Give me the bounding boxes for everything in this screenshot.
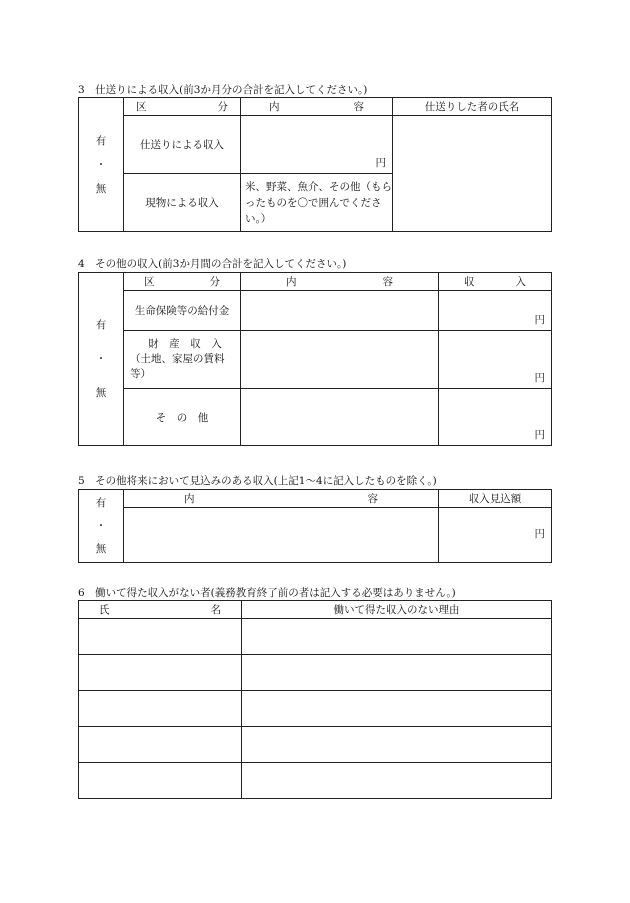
no-option[interactable]: 無 — [95, 182, 107, 195]
column-header-naiyou: 内 容 — [124, 490, 439, 508]
column-header-reason: 働いて得た収入のない理由 — [242, 601, 552, 619]
other-amount-field[interactable]: 円 — [439, 389, 552, 446]
property-note: （土地、家屋の賃料等） — [130, 353, 225, 380]
column-header-expected: 収入見込額 — [439, 490, 552, 508]
other-content-field[interactable] — [241, 389, 439, 446]
category-other: そ の 他 — [124, 389, 241, 446]
yes-option[interactable]: 有 — [95, 319, 107, 331]
category-insurance: 生命保険等の給付金 — [124, 291, 241, 331]
insurance-amount-field[interactable]: 円 — [439, 291, 552, 331]
yes-option[interactable]: 有 — [95, 496, 107, 509]
category-shiokuri: 仕送りによる収入 — [124, 116, 241, 174]
column-header-naiyou: 内 容 — [241, 98, 393, 116]
section5-table — [78, 489, 552, 563]
column-header-income: 収 入 — [439, 273, 552, 291]
genbutsu-content[interactable]: 米、野菜、魚介、その他（もらったものを〇で囲んでください。） — [241, 174, 393, 232]
section6-table — [78, 600, 552, 799]
column-header-sender: 仕送りした者の氏名 — [393, 98, 552, 116]
separator-dot: ・ — [95, 158, 107, 171]
reason-field[interactable] — [242, 655, 552, 691]
name-field[interactable] — [79, 763, 242, 799]
separator-dot: ・ — [95, 519, 107, 532]
shiokuri-amount-field[interactable]: 円 — [241, 116, 393, 174]
column-header-naiyou: 内 容 — [241, 273, 439, 291]
column-header-kubun: 区 分 — [124, 273, 241, 291]
section3-table — [78, 97, 552, 232]
reason-field[interactable] — [242, 619, 552, 655]
name-field[interactable] — [79, 727, 242, 763]
name-field[interactable] — [79, 655, 242, 691]
column-header-kubun: 区 分 — [124, 98, 241, 116]
section3-title: 3 仕送りによる収入(前3か月分の合計を記入してください。) — [78, 84, 368, 96]
name-field[interactable] — [79, 691, 242, 727]
separator-dot: ・ — [95, 353, 107, 365]
expected-amount-field[interactable]: 円 — [439, 508, 552, 563]
reason-field[interactable] — [242, 727, 552, 763]
section4-table — [78, 272, 552, 446]
section4-presence-cell — [79, 273, 124, 446]
section5-presence-cell — [79, 490, 124, 563]
property-amount-field[interactable]: 円 — [439, 331, 552, 389]
category-property: 財 産 収 入 （土地、家屋の賃料等） — [124, 331, 241, 389]
no-option[interactable]: 無 — [95, 387, 107, 399]
no-option[interactable]: 無 — [95, 542, 107, 555]
section5-title: 5 その他将来において見込みのある収入(上記1～4に記入したものを除く。) — [78, 475, 437, 487]
category-genbutsu: 現物による収入 — [124, 174, 241, 232]
section3-presence-header — [79, 98, 124, 232]
property-content-field[interactable] — [241, 331, 439, 389]
reason-field[interactable] — [242, 691, 552, 727]
section4-title: 4 その他の収入(前3か月間の合計を記入してください。) — [78, 258, 347, 270]
column-header-name: 氏 名 — [79, 601, 242, 619]
sender-name-field[interactable] — [393, 116, 552, 232]
reason-field[interactable] — [242, 763, 552, 799]
insurance-content-field[interactable] — [241, 291, 439, 331]
yes-option[interactable]: 有 — [95, 134, 107, 147]
expected-content-field[interactable] — [124, 508, 439, 563]
name-field[interactable] — [79, 619, 242, 655]
section6-title: 6 働いて得た収入がない者(義務教育終了前の者は記入する必要はありません。) — [78, 587, 456, 599]
